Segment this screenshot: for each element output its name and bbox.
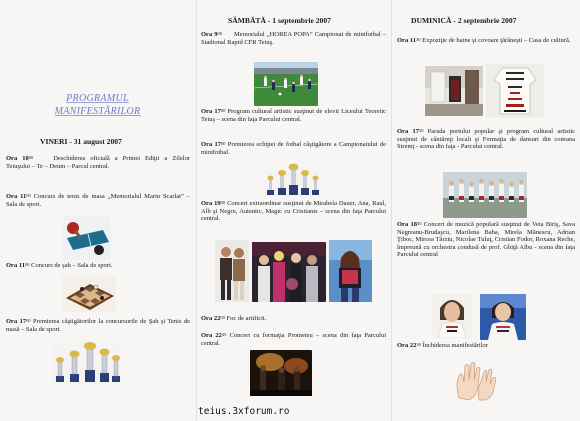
saturday-heading: SÂMBĂTĂ - 1 septembrie 2007 <box>228 16 331 25</box>
saturday-event-4: Ora $19^{00}$ Concert extraordinar susţinut de Mirabela Dauer, Ana, Raul, Alb şi Negru, Autentic, Magic cu Cristianis – scena din faţa Parcului central. <box>201 200 387 223</box>
artists-photo-1 <box>215 240 249 302</box>
friday-event-4: Ora $17^{00}$ Premierea câştigătorilor la concursurile de Şah şi Tenis de masă – Sala de sport. <box>6 318 191 333</box>
prometeu-concert-photo <box>250 350 312 396</box>
friday-heading: VINERI - 31 august 2007 <box>40 137 122 146</box>
fold-line-left <box>196 0 197 421</box>
friday-event-3: Ora $11^{00}$ Concurs de şah – Sala de sport. <box>6 262 113 269</box>
artists-photo-3 <box>329 240 372 302</box>
saturday-event-3: Ora $17^{00}$ Premierea echipei de fotbal câştigătore a Campionatului de minifotbal. <box>201 141 387 156</box>
trophies-photo-saturday <box>264 162 320 196</box>
saturday-event-1: Ora $9^{00}$ Memorialul „HOREA POPA” Campionat de minifotbal – Stadional Rapid CFR Teiuş. <box>201 31 386 46</box>
sunday-event-4: Ora $22^{30}$ Închiderea manifestărilor <box>397 342 488 349</box>
sunday-event-2: Ora $17^{30}$ Parada portului popular şi program cultural artistic susţinut de cântăreţi locali şi Formaţia de dansuri din comuna Stremţ - scena din faţa - Parcului central. <box>397 128 576 151</box>
fold-line-right <box>391 0 392 421</box>
artists-photo-2 <box>252 242 326 302</box>
sunday-event-1: Ora $11^{30}$ Expoziţie de haine şi covoare ţărăneşti – Casa de cultură. <box>397 37 571 44</box>
friday-event-1: Ora $10^{00}$ Deschiderea oficială a Primei Ediţii a Zilelor Teiuşului – Te – Deum – Parcul central. <box>6 155 191 170</box>
waving-hands-illustration <box>451 358 499 402</box>
sunday-heading: DUMINICĂ - 2 septembrie 2007 <box>411 16 517 25</box>
site-watermark: teius.3xforum.ro <box>198 406 290 417</box>
folk-dance-photo <box>443 172 527 218</box>
folk-costumes-photo-1 <box>425 66 483 116</box>
folk-singer-photo-2 <box>480 294 526 340</box>
trophies-photo-friday <box>52 340 122 384</box>
folk-costumes-photo-2 <box>486 64 544 118</box>
folk-singer-photo-1 <box>432 294 472 338</box>
minifootball-photo <box>254 62 318 106</box>
friday-event-2: Ora $11^{00}$ Concurs de tenis de masa „Memorialul Marin Scarlat” – Sala de sport. <box>6 193 191 208</box>
saturday-event-2: Ora $17^{00}$ Program cultural artistic susţinut de elevii Liceului Teoretic Teiuş – scena din faţa Parcului central. <box>201 108 387 123</box>
saturday-event-5: Ora $22^{00}$ Foc de artificii. <box>201 315 267 322</box>
chess-board-photo <box>62 276 116 312</box>
sunday-event-3: Ora $18^{30}$ Concert de muzică populară susţinut de Veta Biriş, Sava Negreanu-Brudaşcu, Marilena Baba, Mirela Mănescu, Adrian Ţiboc, Mircea Târziu, Nicolae Tuluţ, Cristian Fodor, Roxana Reche, împreună cu orchestra condusă de prof. Ghiţă Albu - scena din faţa Parcului central <box>397 221 576 259</box>
saturday-event-6: Ora $22^{45}$ Concert cu formaţia Prometeu – scena din faţa Parcului central. <box>201 332 387 347</box>
program-title: PROGRAMUL MANIFESTĂRILOR <box>54 93 141 117</box>
table-tennis-photo <box>63 216 111 260</box>
